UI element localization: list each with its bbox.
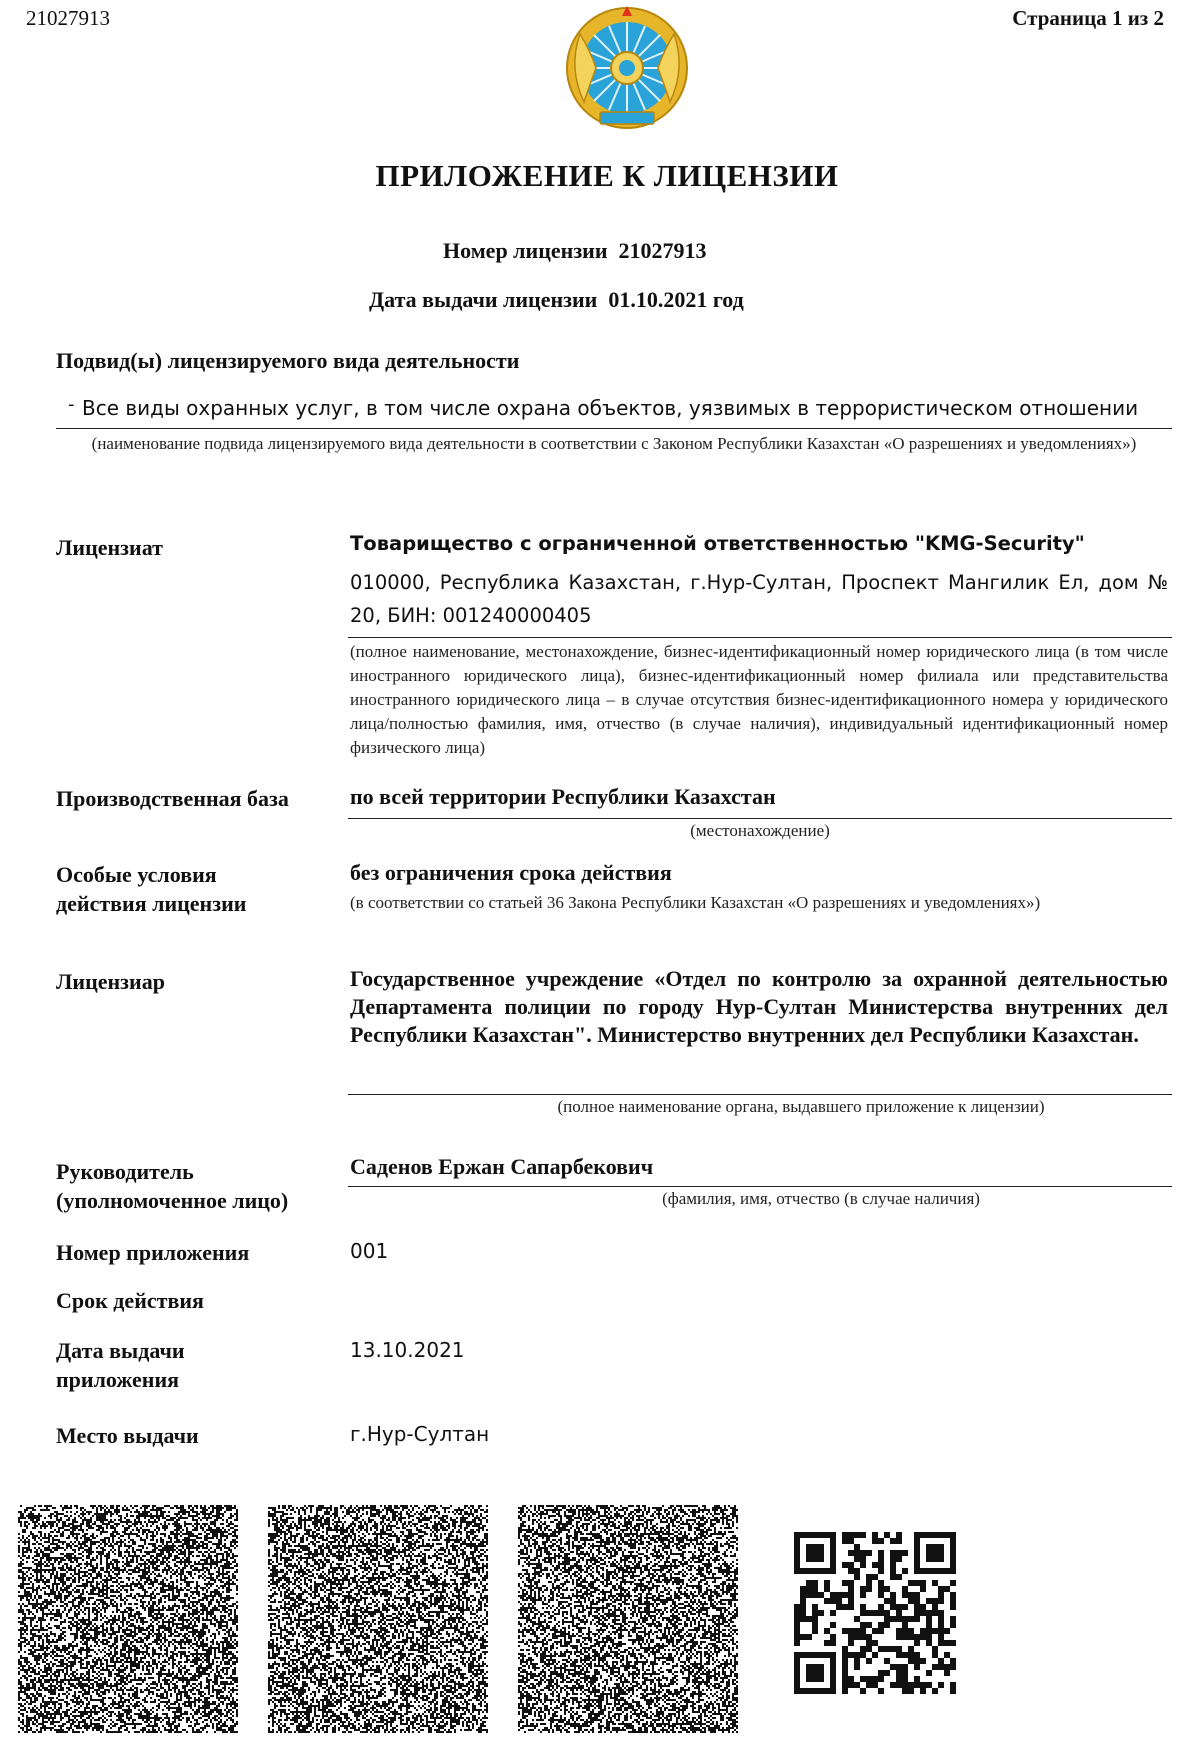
head-value: Саденов Ержан Сапарбекович — [350, 1154, 654, 1179]
place-label: Место выдачи — [56, 1423, 199, 1448]
subtypes-rule — [56, 428, 1172, 429]
page-title: ПРИЛОЖЕНИЕ К ЛИЦЕНЗИИ — [375, 158, 839, 193]
appendix-date-value: 13.10.2021 — [350, 1338, 465, 1362]
head-label-2: (уполномоченное лицо) — [56, 1188, 289, 1213]
document-number: 21027913 — [26, 6, 110, 30]
head-rule — [348, 1186, 1172, 1187]
subtypes-note: (наименование подвида лицензируемого вида деятельности в соответствии с Законом Республики Казахстан «О разрешениях и уведомлениях») — [91, 434, 1137, 453]
license-number-label: Номер лицензии — [443, 238, 608, 263]
special-conditions-label-2: действия лицензии — [56, 891, 247, 916]
production-base-label: Производственная база — [56, 786, 289, 811]
production-base-value: по всей территории Республики Казахстан — [350, 784, 776, 809]
validity-label: Срок действия — [56, 1288, 204, 1313]
state-emblem-icon — [560, 4, 694, 134]
head-note: (фамилия, имя, отчество (в случае наличия) — [662, 1189, 980, 1208]
appendix-number-value: 001 — [350, 1239, 389, 1263]
license-date-row — [369, 287, 744, 313]
licensee-rule — [348, 637, 1172, 638]
license-date-value: 01.10.2021 год — [608, 287, 744, 312]
subtypes-item: Все виды охранных услуг, в том числе охрана объектов, уязвимых в террористическом отношении — [82, 396, 1139, 420]
qr-code-icon — [18, 1505, 238, 1733]
subtypes-dash: - — [68, 394, 75, 415]
licensor-note: (полное наименование органа, выдавшего приложение к лицензии) — [557, 1097, 1045, 1116]
page-indicator: Страница 1 из 2 — [1012, 6, 1164, 30]
place-value: г.Нур-Султан — [350, 1422, 490, 1446]
appendix-date-label-1: Дата выдачи — [56, 1338, 185, 1363]
production-base-note: (местонахождение) — [690, 821, 830, 840]
special-conditions-note: (в соответствии со статьей 36 Закона Республики Казахстан «О разрешениях и уведомлениях») — [350, 893, 1041, 912]
license-number-row — [443, 238, 707, 264]
special-conditions-label-1: Особые условия — [56, 862, 217, 887]
qr-code-icon — [268, 1505, 488, 1733]
license-date-label: Дата выдачи лицензии — [369, 287, 598, 312]
qr-code-icon — [794, 1532, 956, 1694]
licensor-rule — [348, 1094, 1172, 1095]
head-label-1: Руководитель — [56, 1159, 194, 1184]
licensor-value: Государственное учреждение «Отдел по контролю за охранной деятельностью Департамента полиции по городу Нур-Султан Министерства внутренних дел Республики Казахстан". Министерство внутренних дел Республики Казахстан. — [350, 966, 1168, 1047]
licensee-name: Товарищество с ограниченной ответственностью "KMG-Security" — [350, 532, 1085, 555]
qr-code-icon — [518, 1505, 738, 1733]
license-number-value: 21027913 — [618, 238, 707, 263]
subtypes-heading: Подвид(ы) лицензируемого вида деятельности — [56, 348, 520, 373]
licensee-note: (полное наименование, местонахождение, бизнес-идентификационный номер юридического лица (в том числе иностранного юридического лица), бизнес-идентификационный номер филиала или представительства иностранного юридического лица – в случае отсутствия бизнес-идентификационного номера у юридического лица/полностью фамилия, имя, отчество (в случае наличия), индивидуальный идентификационный номер физического лица) — [350, 642, 1168, 757]
appendix-number-label: Номер приложения — [56, 1240, 250, 1265]
production-base-rule — [348, 818, 1172, 819]
licensee-address: 010000, Республика Казахстан, г.Нур-Султан, Проспект Мангилик Ел, дом № 20, БИН: 001240000405 — [350, 571, 1168, 627]
appendix-date-label-2: приложения — [56, 1367, 180, 1392]
licensor-label: Лицензиар — [56, 969, 165, 994]
special-conditions-value: без ограничения срока действия — [350, 860, 672, 885]
licensee-label: Лицензиат — [56, 535, 163, 560]
